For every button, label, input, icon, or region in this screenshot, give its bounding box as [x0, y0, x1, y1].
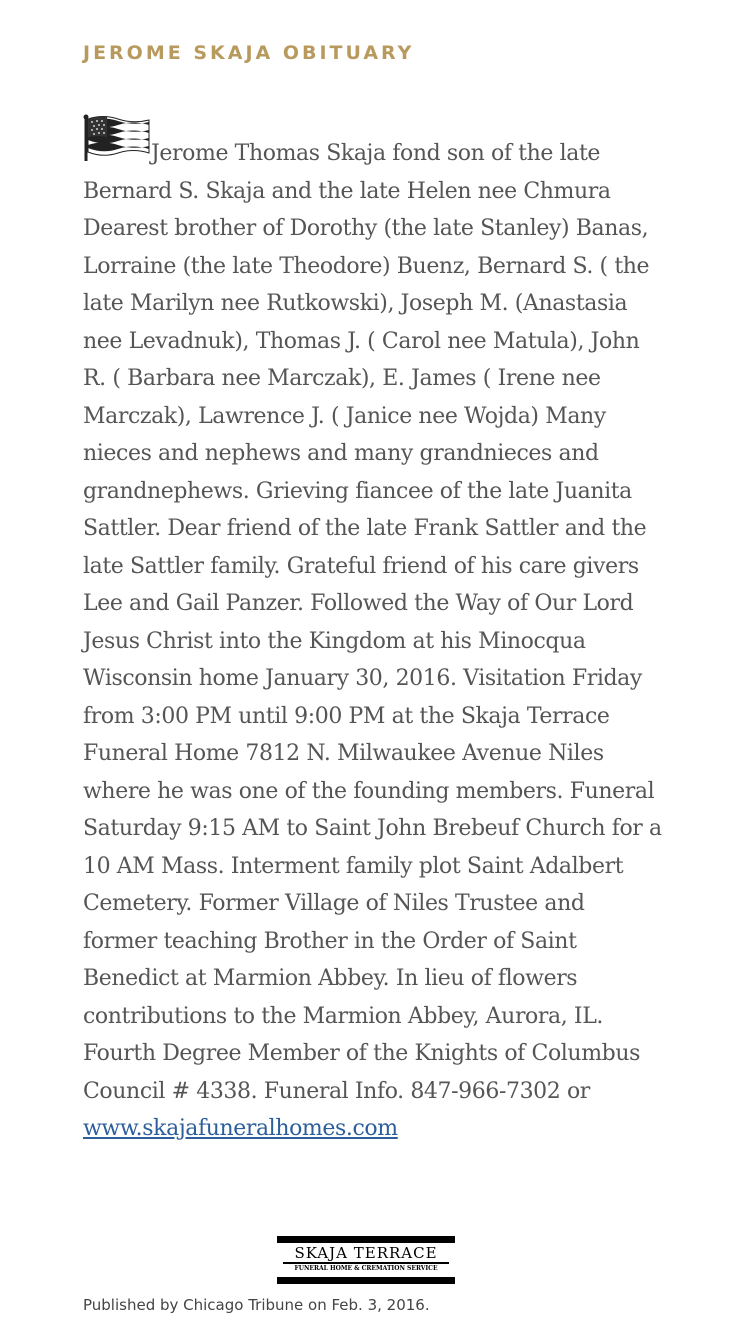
obituary-body: Jerome Thomas Skaja fond son of the late Bernard S. Skaja and the late Helen nee Chmura Dearest brother of Dorothy (the late Stanley) Banas, Lorraine (the late Theodore) Buenz, Bernard S. ( the late Marilyn nee Rutkowski), Joseph M. (Anastasia nee Levadnuk), Thomas J. ( Carol nee Matula), John R. ( Barbara nee Marczak), E. James ( Irene nee Marczak), Lawrence J. ( Janice nee Wojda) Many nieces and nephews and many grandnieces and grandnephews. Grieving fiancee of the late Juanita Sattler. Dear friend of the late Frank Sattler and the late Sattler family. Grateful friend of his care givers Lee and Gail Panzer. Followed the Way of Our Lord Jesus Christ into the Kingdom at his Minocqua Wisconsin home January 30, 2016. Visitation Friday from 3:00 PM until 9:00 PM at the Skaja Terrace Funeral Home 7812 N. Milwaukee Avenue Niles where he was one of the founding members. Funeral Saturday 9:15 AM to Saint John Brebeuf Church for a 10 AM Mass. Interment family plot Saint Adalbert Cemetery. Former Village of Niles Trustee and former teaching Brother in the Order of Saint Benedict at Marmion Abbey. In lieu of flowers contributions to the Marmion Abbey, Aurora, IL. Fourth Degree Member of the Knights of Columbus Council # 4338. Funeral Info. 847-966-7302 or — [83, 141, 662, 1104]
published-note: Published by Chicago Tribune on Feb. 3, 2016. — [83, 1296, 430, 1314]
skaja-terrace-logo — [277, 1236, 455, 1284]
obituary-text — [83, 135, 663, 1148]
american-flag-icon — [83, 113, 151, 163]
page-title: JEROME SKAJA OBITUARY — [83, 42, 415, 64]
funeral-home-link[interactable]: www.skajafuneralhomes.com — [83, 1116, 398, 1141]
logo-name: SKAJA TERRACE — [294, 1244, 438, 1262]
logo-subtitle: FUNERAL HOME & CREMATION SERVICE — [294, 1265, 438, 1272]
